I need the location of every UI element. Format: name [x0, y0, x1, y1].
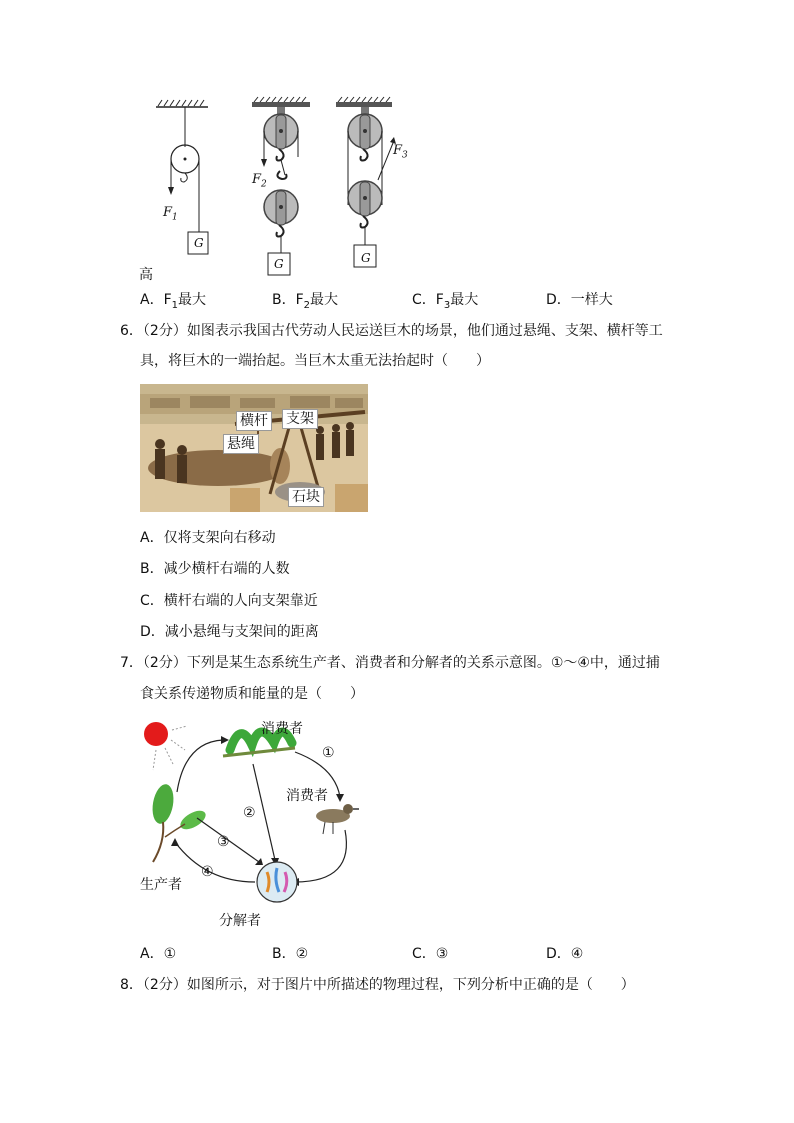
producer-label: 生产者 — [140, 877, 182, 893]
f1-label: $F_1$ — [163, 205, 178, 223]
arrow-2-label: ② — [243, 805, 256, 821]
q5-option-c: C．$F_3$最大 — [412, 292, 479, 311]
weight-g-2: G — [274, 257, 284, 271]
consumer2-label: 消费者 — [286, 788, 328, 804]
q7-option-a: A．① — [140, 946, 177, 962]
sun-icon — [144, 722, 187, 770]
q7-stem-line1: 7．（2分）下列是某生态系统生产者、消费者和分解者的关系示意图。①～④中，通过捕 — [120, 655, 660, 671]
pulley-block-f3 — [336, 97, 396, 267]
q7-option-d: D．④ — [546, 946, 584, 962]
crossbar-label: 横杆 — [236, 411, 272, 431]
q7-stem-line2: 食关系传递物质和能量的是（ ） — [140, 686, 364, 702]
q5-option-a: A．$F_1$最大 — [140, 292, 207, 311]
q6-option-c: C．横杆右端的人向支架靠近 — [140, 593, 318, 609]
q7-option-c: C．③ — [412, 946, 449, 962]
rope-label: 悬绳 — [223, 434, 259, 454]
weight-g-3: G — [361, 251, 371, 265]
q5-option-d: D．一样大 — [546, 292, 613, 308]
q7-option-b: B．② — [272, 946, 309, 962]
bird-icon — [316, 804, 359, 834]
q6-option-a: A．仅将支架向右移动 — [140, 530, 276, 546]
q6-option-d: D．减小悬绳与支架间的距离 — [140, 624, 319, 640]
stone-label: 石块 — [288, 487, 324, 507]
consumer1-label: 消费者 — [261, 721, 303, 737]
f3-label: $F_3$ — [393, 143, 408, 161]
arrow-4-label: ④ — [201, 864, 214, 880]
arrow-1-label: ① — [322, 745, 335, 761]
q6-option-b: B．减少横杆右端的人数 — [140, 561, 290, 577]
arrow-3-label: ③ — [217, 834, 230, 850]
trailing-text: 高 — [139, 267, 153, 283]
q8-stem-line1: 8．（2分）如图所示，对于图片中所描述的物理过程，下列分析中正确的是（ ） — [120, 977, 635, 993]
f2-label: $F_2$ — [252, 172, 267, 190]
q6-stem-line1: 6．（2分）如图表示我国古代劳动人民运送巨木的场景，他们通过悬绳、支架、横杆等工 — [120, 323, 663, 339]
single-fixed-pulley — [156, 100, 208, 254]
pulley-figure — [140, 95, 420, 280]
leaf-icon — [150, 783, 209, 862]
decomposer-label: 分解者 — [219, 913, 261, 929]
support-label: 支架 — [282, 409, 318, 429]
q5-option-b: B．$F_2$最大 — [272, 292, 339, 311]
q6-stem-line2: 具，将巨木的一端抬起。当巨木太重无法抬起时（ ） — [140, 353, 490, 369]
weight-g-1: G — [194, 236, 204, 250]
decomposer-icon — [257, 862, 297, 902]
